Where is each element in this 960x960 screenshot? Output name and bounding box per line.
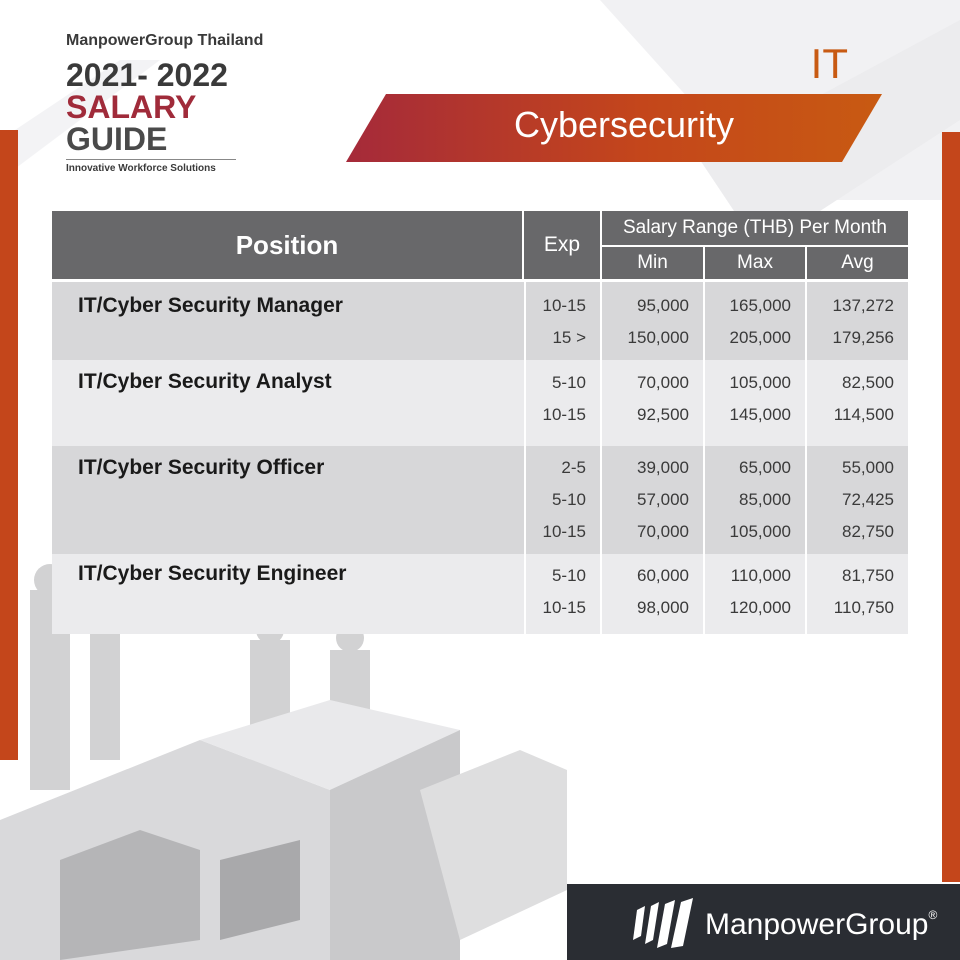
header-min: Min <box>602 247 705 279</box>
min-value: 57,000 <box>637 490 689 509</box>
brand-years: 2021- 2022 <box>66 57 228 93</box>
avg-value: 72,425 <box>842 490 894 509</box>
brand-salary: SALARY <box>66 89 197 125</box>
min-cell <box>602 360 705 446</box>
exp-value: 10-15 <box>542 598 586 617</box>
header-max: Max <box>705 247 807 279</box>
max-value: 120,000 <box>729 598 791 617</box>
avg-cell <box>807 360 908 446</box>
max-value: 105,000 <box>729 373 791 392</box>
header-position: Position <box>52 211 524 279</box>
table-header <box>52 211 908 279</box>
max-value: 65,000 <box>739 458 791 477</box>
registered-mark: ® <box>928 908 938 922</box>
category-title: IT <box>810 40 848 87</box>
exp-value: 15 > <box>552 328 586 347</box>
exp-cell <box>524 554 602 634</box>
max-value: 205,000 <box>729 328 791 347</box>
position-group <box>52 554 908 634</box>
exp-cell <box>524 446 602 554</box>
header-exp: Exp <box>524 211 602 279</box>
min-cell <box>602 554 705 634</box>
min-value: 39,000 <box>637 458 689 477</box>
exp-value: 10-15 <box>542 522 586 541</box>
min-cell <box>602 446 705 554</box>
position-name: IT/Cyber Security Manager <box>78 294 343 317</box>
min-value: 70,000 <box>637 373 689 392</box>
min-value: 150,000 <box>627 328 689 347</box>
min-value: 92,500 <box>637 405 689 424</box>
max-value: 105,000 <box>729 522 791 541</box>
exp-value: 5-10 <box>551 490 586 509</box>
position-name: IT/Cyber Security Engineer <box>78 562 347 585</box>
position-group <box>52 446 908 554</box>
max-cell <box>705 446 807 554</box>
exp-value: 10-15 <box>542 405 586 424</box>
max-cell <box>705 554 807 634</box>
header-salary-range: Salary Range (THB) Per Month <box>602 211 908 247</box>
max-cell <box>705 360 807 446</box>
brand-guide: GUIDE <box>66 121 168 157</box>
exp-value: 5-10 <box>551 373 586 392</box>
avg-value: 81,750 <box>842 566 894 585</box>
banner-title: Cybersecurity <box>513 104 735 145</box>
exp-cell <box>524 360 602 446</box>
company-name-text: ManpowerGroup <box>705 908 929 941</box>
max-value: 85,000 <box>739 490 791 509</box>
max-value: 110,000 <box>730 566 791 585</box>
avg-cell <box>807 282 908 360</box>
manpower-stripes-icon <box>631 898 697 948</box>
avg-value: 55,000 <box>842 458 894 477</box>
brand-org: ManpowerGroup Thailand <box>66 32 264 49</box>
min-value: 70,000 <box>637 522 689 541</box>
exp-value: 10-15 <box>542 296 586 315</box>
exp-cell <box>524 282 602 360</box>
footer-company-name <box>705 908 937 942</box>
position-name: IT/Cyber Security Officer <box>78 456 325 479</box>
avg-value: 137,272 <box>832 296 894 315</box>
right-accent-bar <box>942 132 960 882</box>
avg-value: 82,500 <box>842 373 894 392</box>
exp-value: 5-10 <box>551 566 586 585</box>
min-cell <box>602 282 705 360</box>
avg-cell <box>807 446 908 554</box>
min-value: 60,000 <box>637 566 689 585</box>
position-name: IT/Cyber Security Analyst <box>78 370 332 393</box>
min-value: 98,000 <box>637 598 689 617</box>
avg-value: 114,500 <box>833 405 894 424</box>
brand-tagline: Innovative Workforce Solutions <box>66 163 216 174</box>
max-cell <box>705 282 807 360</box>
position-group <box>52 282 908 360</box>
avg-value: 82,750 <box>842 522 894 541</box>
brand-divider <box>66 159 236 160</box>
min-value: 95,000 <box>637 296 689 315</box>
position-group <box>52 360 908 446</box>
brand-block <box>66 30 263 174</box>
footer-brand-bar <box>567 884 960 960</box>
avg-value: 110,750 <box>833 598 894 617</box>
exp-value: 2-5 <box>561 458 586 477</box>
avg-cell <box>807 554 908 634</box>
header-avg: Avg <box>841 252 874 273</box>
avg-value: 179,256 <box>832 328 894 347</box>
max-value: 145,000 <box>729 405 791 424</box>
salary-table <box>52 211 908 634</box>
section-banner <box>346 94 882 162</box>
max-value: 165,000 <box>729 296 791 315</box>
